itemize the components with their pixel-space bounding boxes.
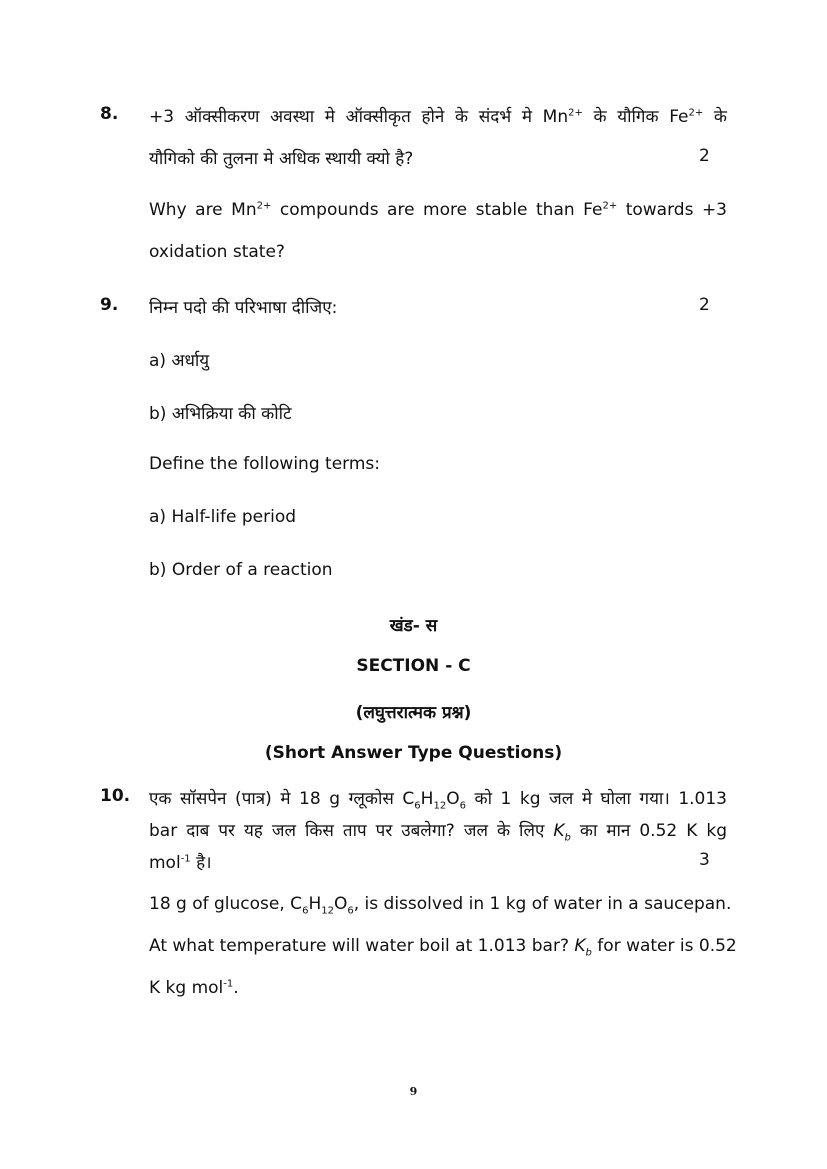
q9-marks: 2 (699, 295, 710, 315)
q9-english-option-a: a) Half-life period (149, 507, 297, 527)
q10-marks: 3 (699, 850, 710, 870)
question-number-8: 8. (100, 104, 119, 124)
section-hindi-title: खंड- स (389, 616, 438, 636)
q10-hindi-line-2: bar दाब पर यह जल किस ताप पर उबलेगा? जल के लिए $K_b$ का मान 0.52 K kg (149, 821, 727, 844)
q9-hindi-prompt: निम्न पदो की परिभाषा दीजिए: (149, 298, 338, 318)
q9-english-prompt: Define the following terms: (149, 454, 380, 474)
q10-english-line-3: K kg mol$^{-1}$. (149, 978, 239, 998)
q8-hindi-line-2: यौगिको की तुलना मे अधिक स्थायी क्यो है? (149, 149, 414, 169)
q9-hindi-option-b: b) अभिक्रिया की कोटि (149, 404, 292, 424)
q10-english-line-2: At what temperature will water boil at 1.013 bar? $K_b$ for water is 0.52 (149, 936, 737, 959)
q10-hindi-line-3: mol$^{-1}$ है। (149, 853, 212, 873)
page-number: 9 (409, 1085, 418, 1098)
q8-hindi-line-1: +3 ऑक्सीकरण अवस्था मे ऑक्सीकृत होने के संदर्भ मे $Mn^{2+}$ के यौगिक $Fe^{2+}$ के (149, 107, 727, 127)
question-number-10: 10. (100, 786, 131, 806)
q10-english-line-1: 18 g of glucose, $C_6H_{12}O_6$, is dissolved in 1 kg of water in a saucepan. (149, 894, 732, 917)
section-hindi-subtitle: (लघुत्तरात्मक प्रश्न) (355, 703, 472, 723)
q8-english-line-2: oxidation state? (149, 242, 285, 262)
question-number-9: 9. (100, 295, 119, 315)
q9-english-option-b: b) Order of a reaction (149, 560, 333, 580)
q8-marks: 2 (699, 146, 710, 166)
q10-hindi-line-1: एक सॉसपेन (पात्र) मे 18 g ग्लूकोस $C_6H_{12}O_6$ को 1 kg जल मे घोला गया। 1.013 (149, 789, 727, 812)
section-english-title: SECTION - C (356, 656, 471, 676)
q8-english-line-1: Why are $Mn^{2+}$ compounds are more stable than $Fe^{2+}$ towards +3 (149, 200, 727, 220)
section-english-subtitle: (Short Answer Type Questions) (264, 743, 563, 763)
q9-hindi-option-a: a) अर्धायु (149, 351, 210, 371)
